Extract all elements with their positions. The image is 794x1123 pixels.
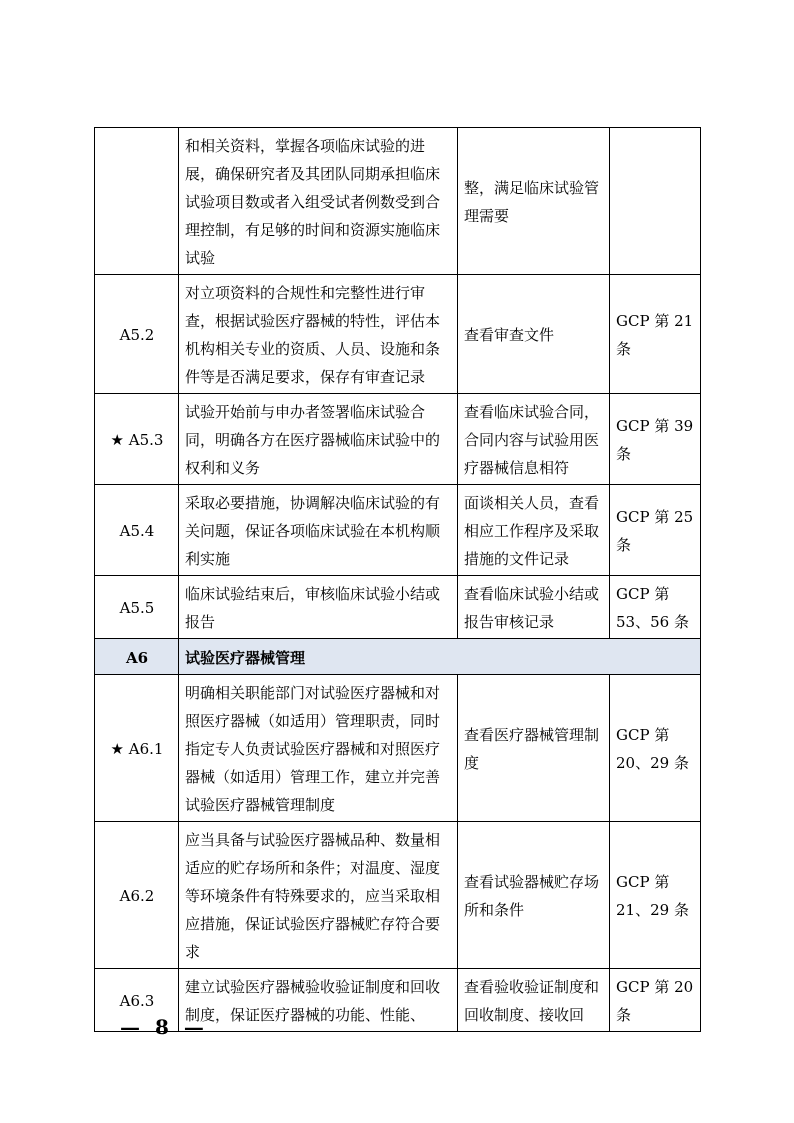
gcp-basis: GCP 第 20 条	[610, 969, 701, 1032]
requirement-text: 采取必要措施，协调解决临床试验的有关问题，保证各项临床试验在本机构顺利实施	[179, 485, 458, 576]
item-code: ★ A5.3	[95, 394, 179, 485]
check-method: 查看医疗器械管理制度	[458, 675, 610, 822]
section-code: A6	[95, 639, 179, 675]
item-code: A5.4	[95, 485, 179, 576]
requirement-text: 明确相关职能部门对试验医疗器械和对照医疗器械（如适用）管理职责，同时指定专人负责试验医疗器械和对照医疗器械（如适用）管理工作，建立并完善试验医疗器械管理制度	[179, 675, 458, 822]
item-code: A6.2	[95, 822, 179, 969]
table-row	[95, 275, 701, 394]
section-title: 试验医疗器械管理	[179, 639, 701, 675]
page-number: — 8 —	[120, 1015, 208, 1039]
table-row	[95, 485, 701, 576]
check-method: 面谈相关人员，查看相应工作程序及采取措施的文件记录	[458, 485, 610, 576]
table-row	[95, 675, 701, 822]
item-code: A6.3	[95, 969, 179, 1032]
table-row	[95, 576, 701, 639]
requirement-text: 建立试验医疗器械验收验证制度和回收制度，保证医疗器械的功能、性能、	[179, 969, 458, 1032]
requirement-text: 试验开始前与申办者签署临床试验合同，明确各方在医疗器械临床试验中的权利和义务	[179, 394, 458, 485]
item-code	[95, 128, 179, 275]
table-row	[95, 394, 701, 485]
gcp-basis: GCP 第 21、29 条	[610, 822, 701, 969]
gcp-basis	[610, 128, 701, 275]
item-code: A5.5	[95, 576, 179, 639]
table-row	[95, 822, 701, 969]
section-header-row	[95, 639, 701, 675]
check-method: 查看试验器械贮存场所和条件	[458, 822, 610, 969]
gcp-basis: GCP 第 20、29 条	[610, 675, 701, 822]
gcp-basis: GCP 第 21 条	[610, 275, 701, 394]
gcp-basis: GCP 第 39 条	[610, 394, 701, 485]
requirements-table	[94, 127, 701, 1032]
check-method: 查看临床试验小结或报告审核记录	[458, 576, 610, 639]
item-code: A5.2	[95, 275, 179, 394]
requirement-text: 和相关资料，掌握各项临床试验的进展，确保研究者及其团队同期承担临床试验项目数或者入组受试者例数受到合理控制，有足够的时间和资源实施临床试验	[179, 128, 458, 275]
check-method: 整，满足临床试验管理需要	[458, 128, 610, 275]
requirement-text: 应当具备与试验医疗器械品种、数量相适应的贮存场所和条件；对温度、湿度等环境条件有特殊要求的，应当采取相应措施，保证试验医疗器械贮存符合要求	[179, 822, 458, 969]
table-row	[95, 128, 701, 275]
gcp-basis: GCP 第 53、56 条	[610, 576, 701, 639]
requirement-text: 对立项资料的合规性和完整性进行审查，根据试验医疗器械的特性，评估本机构相关专业的资质、人员、设施和条件等是否满足要求，保存有审查记录	[179, 275, 458, 394]
check-method: 查看验收验证制度和回收制度、接收回	[458, 969, 610, 1032]
item-code: ★ A6.1	[95, 675, 179, 822]
gcp-basis: GCP 第 25 条	[610, 485, 701, 576]
check-method: 查看临床试验合同，合同内容与试验用医疗器械信息相符	[458, 394, 610, 485]
requirement-text: 临床试验结束后，审核临床试验小结或报告	[179, 576, 458, 639]
check-method: 查看审查文件	[458, 275, 610, 394]
